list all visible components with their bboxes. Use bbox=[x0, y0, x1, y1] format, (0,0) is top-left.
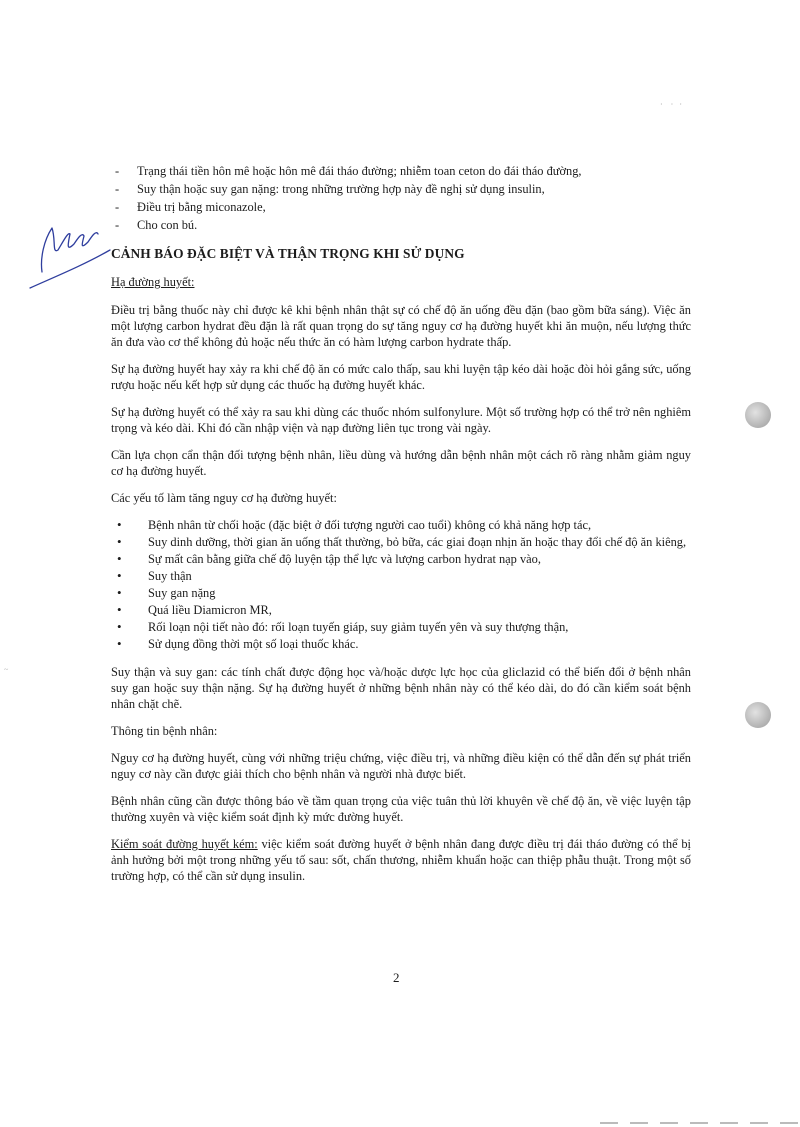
list-item: • Suy dinh dưỡng, thời gian ăn uống thất thường, bỏ bữa, các giai đoạn nhịn ăn hoặc thay đổi chế độ ăn kiêng, bbox=[111, 534, 691, 550]
handwritten-signature bbox=[22, 210, 112, 290]
list-item: • Rối loạn nội tiết nào đó: rối loạn tuyến giáp, suy giảm tuyến yên và suy thượng thận, bbox=[111, 619, 691, 635]
document-body bbox=[111, 163, 691, 895]
scan-artifact: · · · bbox=[660, 100, 682, 109]
list-item: • Quá liều Diamicron MR, bbox=[111, 602, 691, 618]
section-heading: CẢNH BÁO ĐẶC BIỆT VÀ THẬN TRỌNG KHI SỬ DỤNG bbox=[111, 246, 465, 261]
paragraph: Nguy cơ hạ đường huyết, cùng với những triệu chứng, việc điều trị, và những điều kiện có thể dẫn đến sự phát triển nguy cơ này cần được giải thích cho bệnh nhân và người nhà được biết. bbox=[111, 751, 691, 781]
list-item: • Sử dụng đồng thời một số loại thuốc khác. bbox=[111, 636, 691, 652]
paragraph: Sự hạ đường huyết hay xảy ra khi chế độ ăn có mức calo thấp, sau khi luyện tập kéo dài hoặc đòi hỏi gắng sức, uống rượu hoặc nếu kết hợp sử dụng các thuốc hạ đường huyết khác. bbox=[111, 362, 691, 392]
punch-hole bbox=[745, 702, 771, 728]
paragraph-text: việc kiểm soát đường huyết ở bệnh nhân đang được điều trị đái tháo đường có thể bị ảnh hưởng bởi một trong những yếu tố sau: sốt, chấn thương, nhiễm khuẩn hoặc can thiệp phẫu thuật. Trong một số trường hợp, có thể cần sử dụng insulin. bbox=[111, 837, 691, 883]
scan-artifact: ~ bbox=[4, 665, 9, 674]
paragraph: Điều trị bằng thuốc này chỉ được kê khi bệnh nhân thật sự có chế độ ăn uống đều đặn (bao gồm bữa sáng). Việc ăn một lượng carbon hydrat đều đặn là rất quan trọng do sự tăng nguy cơ hạ đường huyết khi ăn muộn, nếu lượng thức ăn đưa vào cơ thể không đủ hoặc nếu thức ăn có hàm lượng carbon hydrate thấp. bbox=[111, 303, 691, 349]
paragraph: Bệnh nhân cũng cần được thông báo về tầm quan trọng của việc tuân thủ lời khuyên về chế độ ăn, về việc luyện tập thường xuyên và việc kiểm soát định kỳ mức đường huyết. bbox=[111, 794, 691, 824]
punch-hole bbox=[745, 402, 771, 428]
list-item: • Sự mất cân bằng giữa chế độ luyện tập thể lực và lượng carbon hydrat nạp vào, bbox=[111, 551, 691, 567]
list-item: - Trạng thái tiền hôn mê hoặc hôn mê đái tháo đường; nhiễm toan ceton do đái tháo đường, bbox=[111, 163, 691, 179]
paragraph: Các yếu tố làm tăng nguy cơ hạ đường huyết: bbox=[111, 491, 337, 505]
paragraph bbox=[111, 836, 691, 884]
underlined-lead: Kiểm soát đường huyết kém: bbox=[111, 837, 258, 851]
risk-factor-list bbox=[111, 517, 691, 652]
list-item: • Bệnh nhân từ chối hoặc (đặc biệt ở đối tượng người cao tuổi) không có khả năng hợp tác, bbox=[111, 517, 691, 533]
list-item: • Suy gan nặng bbox=[111, 585, 691, 601]
page-number: 2 bbox=[393, 970, 400, 985]
list-item: - Cho con bú. bbox=[111, 217, 691, 233]
scan-artifact bbox=[600, 1122, 800, 1124]
contraindication-list bbox=[111, 163, 691, 233]
list-item: - Điều trị bằng miconazole, bbox=[111, 199, 691, 215]
list-item: • Suy thận bbox=[111, 568, 691, 584]
paragraph: Cần lựa chọn cẩn thận đối tượng bệnh nhân, liều dùng và hướng dẫn bệnh nhân một cách rõ ràng nhằm giảm nguy cơ hạ đường huyết. bbox=[111, 448, 691, 478]
list-item: - Suy thận hoặc suy gan nặng: trong những trường hợp này đề nghị sử dụng insulin, bbox=[111, 181, 691, 197]
paragraph: Sự hạ đường huyết có thể xảy ra sau khi dùng các thuốc nhóm sulfonylure. Một số trường hợp có thể trở nên nghiêm trọng và kéo dài. Khi đó cần nhập viện và nạp đường liên tục trong vài ngày. bbox=[111, 405, 691, 435]
hypoglycemia-heading: Hạ đường huyết: bbox=[111, 275, 195, 289]
paragraph: Suy thận và suy gan: các tính chất được động học và/hoặc dược lực học của gliclazid có thể biến đổi ở bệnh nhân suy gan hoặc suy thận nặng. Sự hạ đường huyết ở những bệnh nhân này có thể kéo dài, do đó cần kiểm soát bệnh nhân chặt chẽ. bbox=[111, 665, 691, 711]
paragraph: Thông tin bệnh nhân: bbox=[111, 724, 218, 738]
